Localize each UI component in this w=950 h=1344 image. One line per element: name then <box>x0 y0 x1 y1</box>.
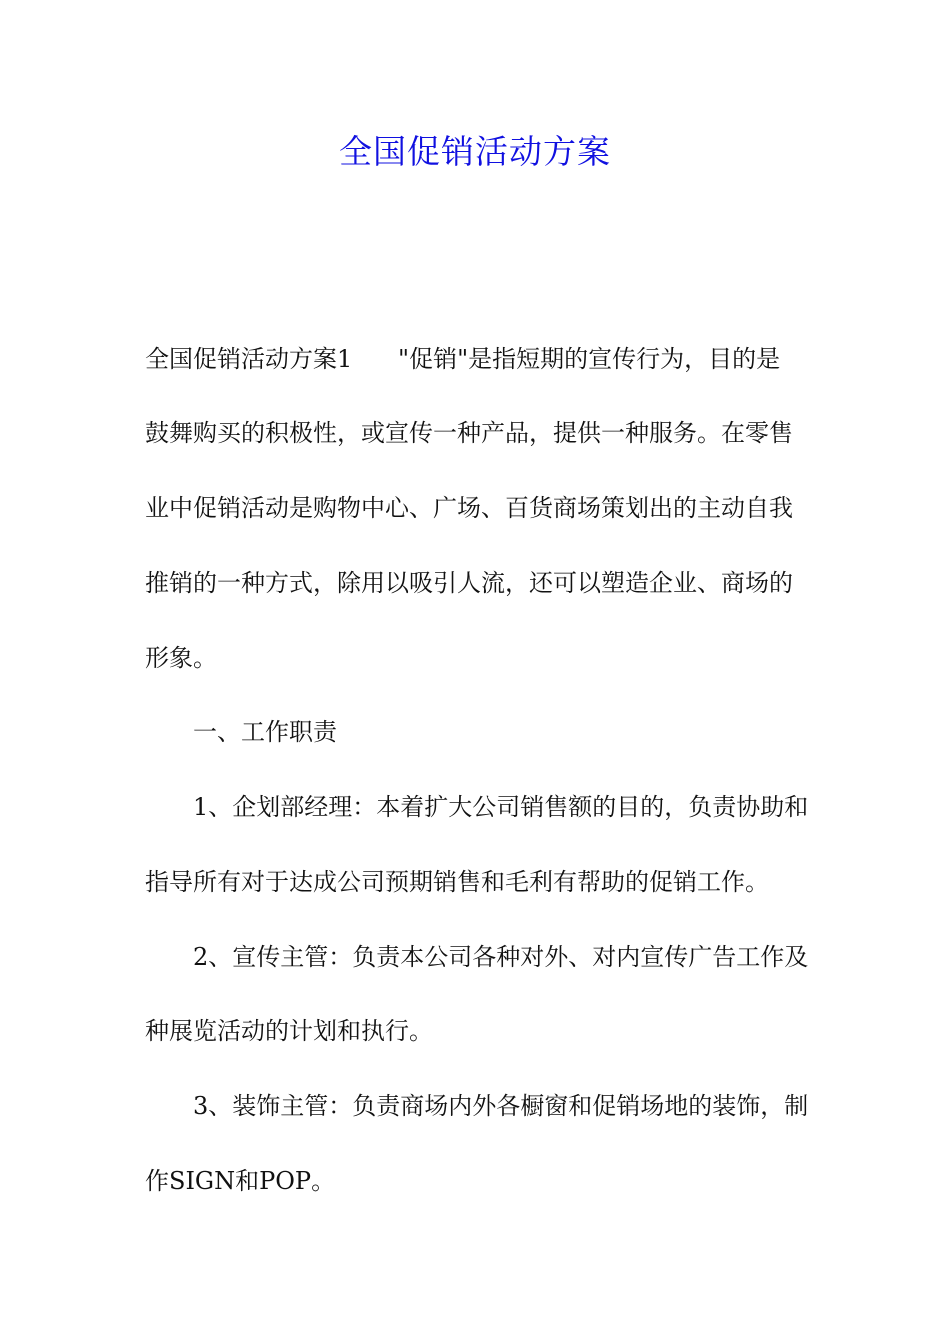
body-line: 全国促销活动方案1 "促销"是指短期的宣传行为，目的是 <box>145 345 781 373</box>
section-heading: 一、工作职责 <box>193 718 337 746</box>
body-line: 推销的一种方式，除用以吸引人流，还可以塑造企业、商场的 <box>145 569 793 597</box>
body-line: 业中促销活动是购物中心、广场、百货商场策划出的主动自我 <box>145 494 793 522</box>
body-line: 指导所有对于达成公司预期销售和毛利有帮助的促销工作。 <box>145 868 769 896</box>
body-line: 作SIGN和POP。 <box>145 1167 336 1195</box>
document-title: 全国促销活动方案 <box>339 132 611 171</box>
body-line: 鼓舞购买的积极性，或宣传一种产品，提供一种服务。在零售 <box>145 419 793 447</box>
body-line: 2、宣传主管：负责本公司各种对外、对内宣传广告工作及 <box>193 943 809 971</box>
body-line: 3、装饰主管：负责商场内外各橱窗和促销场地的装饰，制 <box>193 1092 809 1120</box>
body-line: 种展览活动的计划和执行。 <box>145 1017 433 1045</box>
body-line: 1、企划部经理：本着扩大公司销售额的目的，负责协助和 <box>193 793 809 821</box>
body-line: 形象。 <box>145 644 217 672</box>
